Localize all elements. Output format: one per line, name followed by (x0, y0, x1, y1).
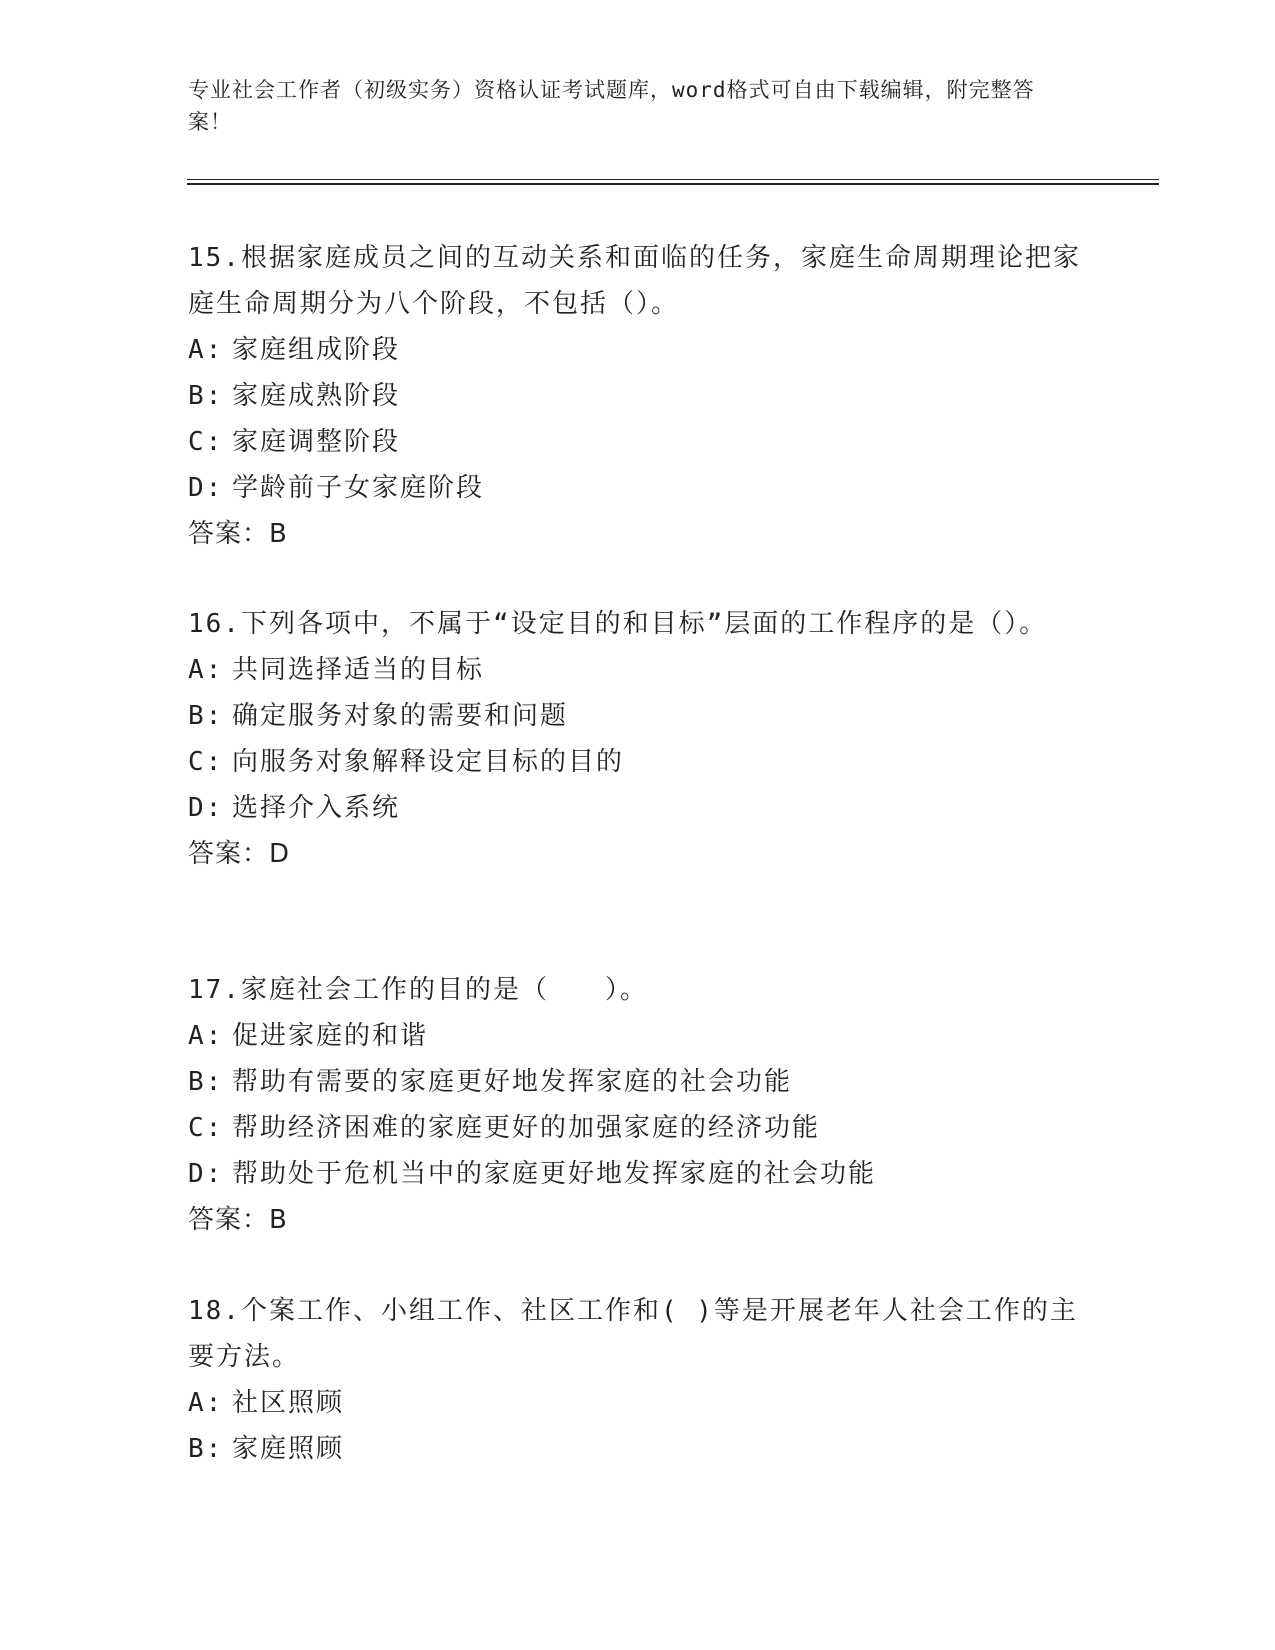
option-text: 向服务对象解释设定目标的目的 (232, 747, 625, 777)
question-18 (188, 1288, 1088, 1472)
question-stem: 18.个案工作、小组工作、社区工作和( )等是开展老年人社会工作的主要方法。 (188, 1296, 1078, 1372)
header-rule-thick (187, 183, 1159, 185)
option-a (188, 1013, 1088, 1059)
option-key: C: (188, 747, 224, 777)
option-d (188, 785, 1088, 831)
option-text: 帮助经济困难的家庭更好的加强家庭的经济功能 (232, 1113, 821, 1143)
question-17 (188, 967, 1088, 1243)
option-key: C: (188, 427, 224, 457)
question-16 (188, 601, 1088, 877)
option-text: 共同选择适当的目标 (232, 655, 485, 685)
option-c (188, 419, 1088, 465)
question-stem: 15.根据家庭成员之间的互动关系和面临的任务，家庭生命周期理论把家庭生命周期分为八个阶段，不包括（）。 (188, 243, 1081, 319)
option-d (188, 1151, 1088, 1197)
option-d (188, 465, 1088, 511)
option-b (188, 1426, 1088, 1472)
option-key: A: (188, 1388, 224, 1418)
option-text: 家庭调整阶段 (232, 427, 401, 457)
option-key: B: (188, 701, 224, 731)
question-15 (188, 235, 1088, 557)
option-text: 确定服务对象的需要和问题 (232, 701, 569, 731)
answer-line: 答案：D (188, 839, 291, 869)
option-a (188, 647, 1088, 693)
option-c (188, 1105, 1088, 1151)
option-key: A: (188, 335, 224, 365)
option-key: B: (188, 381, 224, 411)
option-key: B: (188, 1434, 224, 1464)
option-key: D: (188, 473, 224, 503)
option-key: A: (188, 1021, 224, 1051)
option-key: C: (188, 1113, 224, 1143)
option-a (188, 1380, 1088, 1426)
option-text: 选择介入系统 (232, 793, 401, 823)
option-key: D: (188, 793, 224, 823)
option-key: A: (188, 655, 224, 685)
answer-line: 答案：B (188, 519, 288, 549)
question-stem: 16.下列各项中，不属于“设定目的和目标”层面的工作程序的是（）。 (188, 609, 1048, 639)
option-text: 促进家庭的和谐 (232, 1021, 429, 1051)
header-rule-thin (187, 179, 1159, 180)
option-text: 社区照顾 (232, 1388, 345, 1418)
option-b (188, 1059, 1088, 1105)
option-c (188, 739, 1088, 785)
option-text: 学龄前子女家庭阶段 (232, 473, 485, 503)
option-b (188, 373, 1088, 419)
option-key: B: (188, 1067, 224, 1097)
option-text: 家庭成熟阶段 (232, 381, 401, 411)
option-text: 家庭组成阶段 (232, 335, 401, 365)
question-stem: 17.家庭社会工作的目的是（ ）。 (188, 975, 648, 1005)
option-b (188, 693, 1088, 739)
document-header: 专业社会工作者（初级实务）资格认证考试题库，word格式可自由下载编辑，附完整答案！ (188, 78, 1035, 134)
answer-line: 答案：B (188, 1205, 288, 1235)
option-a (188, 327, 1088, 373)
option-text: 帮助处于危机当中的家庭更好地发挥家庭的社会功能 (232, 1159, 877, 1189)
option-text: 帮助有需要的家庭更好地发挥家庭的社会功能 (232, 1067, 793, 1097)
option-text: 家庭照顾 (232, 1434, 345, 1464)
option-key: D: (188, 1159, 224, 1189)
